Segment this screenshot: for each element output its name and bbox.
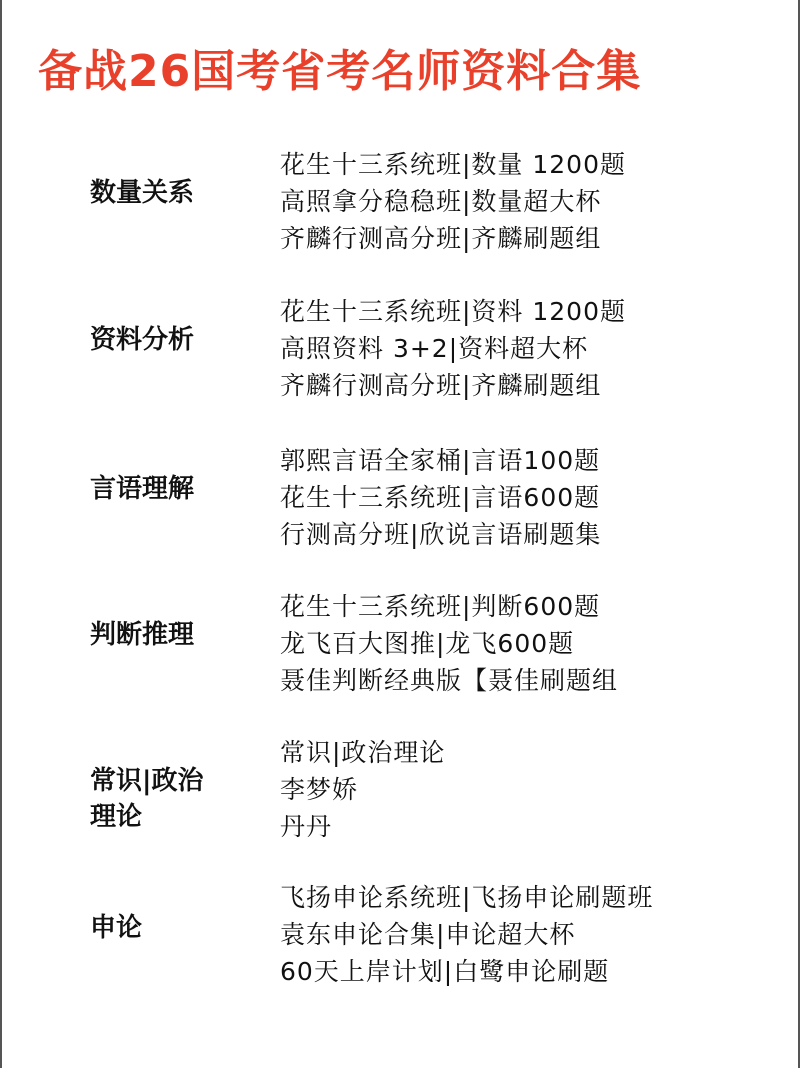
resource-list <box>280 734 445 845</box>
list-item: 丹丹 <box>280 812 333 841</box>
list-item: 郭熙言语全家桶|言语100题 <box>280 446 601 475</box>
list-item: 齐麟行测高分班|齐麟刷题组 <box>280 371 602 400</box>
category-label: 数量关系 <box>90 178 195 208</box>
list-item: 飞扬申论系统班|飞扬申论刷题班 <box>280 883 654 912</box>
list-item: 60天上岸计划|白鹭申论刷题 <box>280 957 610 986</box>
list-item: 龙飞百大图推|龙飞600题 <box>280 629 575 658</box>
resource-list <box>280 146 626 257</box>
resource-list <box>280 293 626 404</box>
list-item: 花生十三系统班|数量 1200题 <box>280 150 626 179</box>
list-item: 袁东申论合集|申论超大杯 <box>280 920 576 949</box>
category-label: 判断推理 <box>90 620 195 650</box>
resource-list <box>280 588 618 699</box>
list-item: 高照资料 3+2|资料超大杯 <box>280 334 589 363</box>
page-title: 备战26国考省考名师资料合集 <box>38 46 642 97</box>
category-label: 申论 <box>90 913 143 943</box>
list-item: 花生十三系统班|资料 1200题 <box>280 297 626 326</box>
category-label: 资料分析 <box>90 325 195 355</box>
list-item: 高照拿分稳稳班|数量超大杯 <box>280 187 602 216</box>
list-item: 聂佳判断经典版【聂佳刷题组 <box>280 666 619 695</box>
category-label-line1: 常识|政治 <box>90 766 204 796</box>
list-item: 齐麟行测高分班|齐麟刷题组 <box>280 224 602 253</box>
list-item: 花生十三系统班|判断600题 <box>280 592 601 621</box>
category-label-line2: 理论 <box>90 802 143 832</box>
resource-list <box>280 879 653 990</box>
list-item: 李梦娇 <box>280 775 359 804</box>
list-item: 花生十三系统班|言语600题 <box>280 483 601 512</box>
resource-list <box>280 442 601 553</box>
list-item: 行测高分班|欣说言语刷题集 <box>280 520 602 549</box>
list-item: 常识|政治理论 <box>280 738 446 767</box>
category-label: 言语理解 <box>90 474 195 504</box>
